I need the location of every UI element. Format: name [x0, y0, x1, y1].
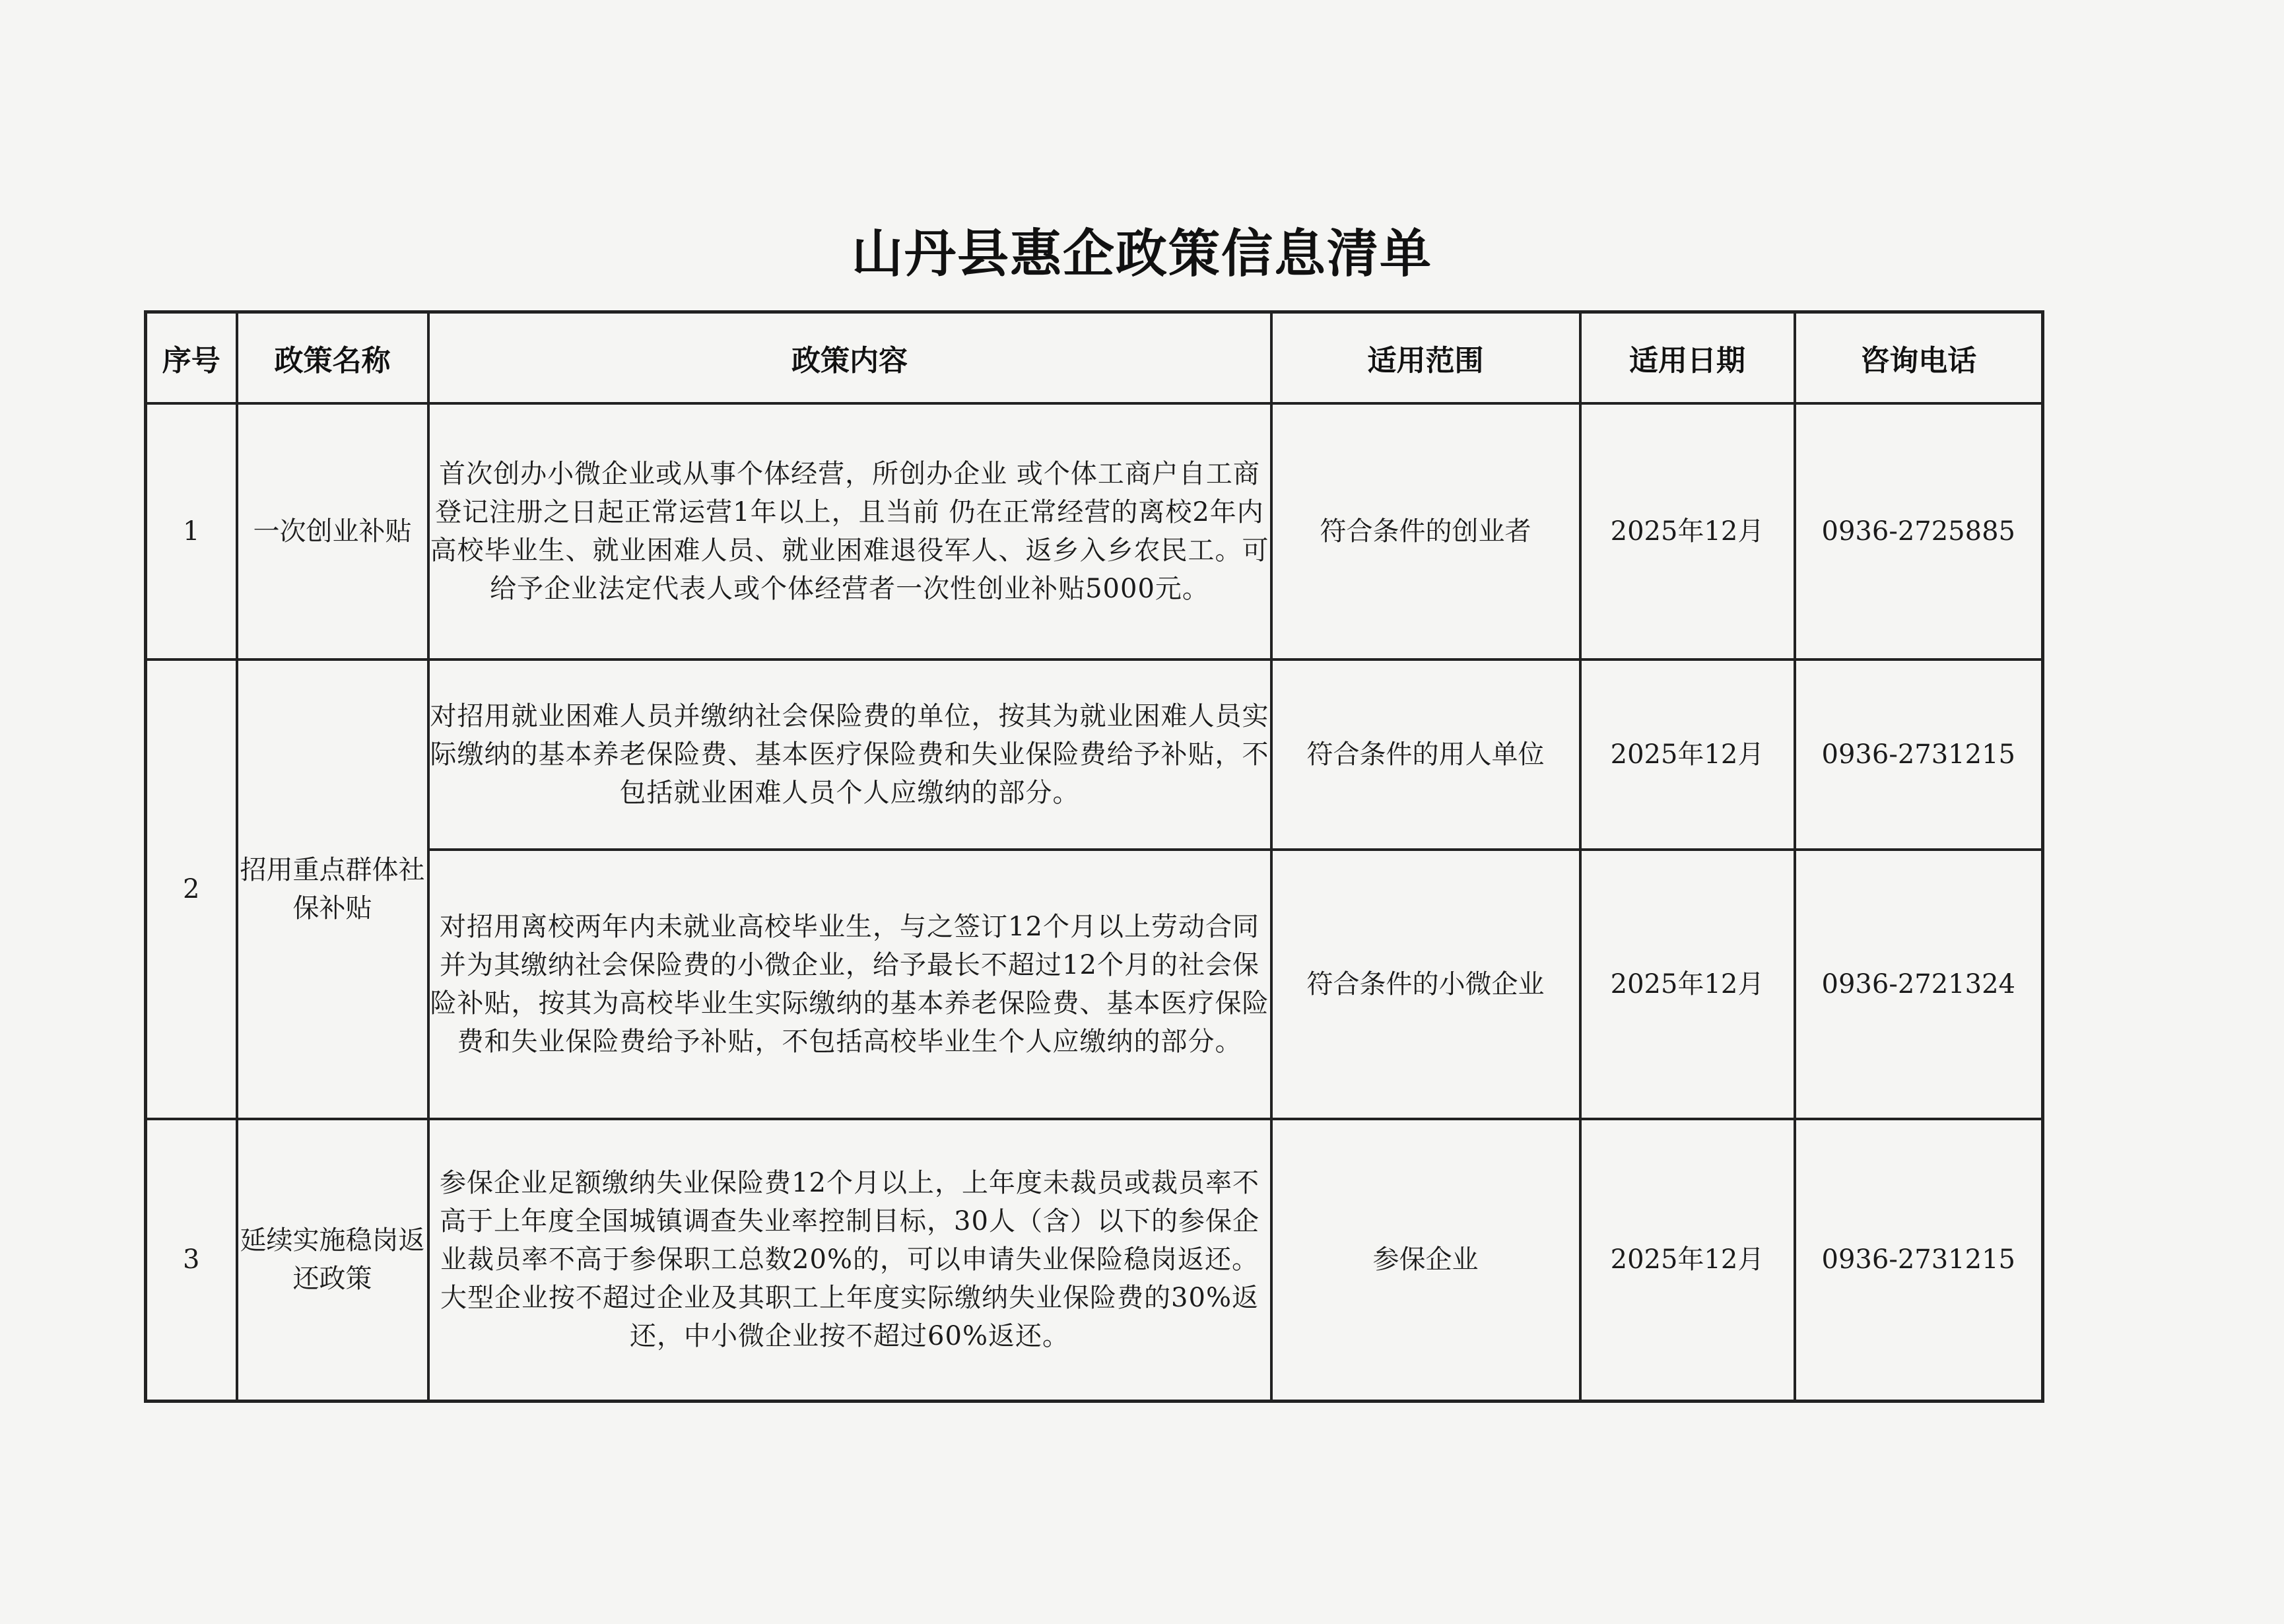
- row-date: 2025年12月: [1580, 660, 1795, 850]
- row-scope: 符合条件的小微企业: [1271, 850, 1580, 1119]
- row-policy-content: 参保企业足额缴纳失业保险费12个月以上，上年度未裁员或裁员率不高于上年度全国城镇调查失业率控制目标，30人（含）以下的参保企业裁员率不高于参保职工总数20%的，可以申请失业保险稳岗返还。大型企业按不超过企业及其职工上年度实际缴纳失业保险费的30%返还，中小微企业按不超过60%返还。: [428, 1119, 1271, 1402]
- row-phone: 0936-2731215: [1795, 1119, 2043, 1402]
- row-policy-name: 延续实施稳岗返还政策: [237, 1119, 428, 1402]
- row-scope: 符合条件的用人单位: [1271, 660, 1580, 850]
- row-policy-content: 对招用离校两年内未就业高校毕业生，与之签订12个月以上劳动合同并为其缴纳社会保险费的小微企业，给予最长不超过12个月的社会保险补贴，按其为高校毕业生实际缴纳的基本养老保险费、基本医疗保险费和失业保险费给予补贴，不包括高校毕业生个人应缴纳的部分。: [428, 850, 1271, 1119]
- header-name: 政策名称: [237, 312, 428, 403]
- page-title: 山丹县惠企政策信息清单: [851, 224, 1432, 284]
- header-seq: 序号: [146, 312, 237, 403]
- row-phone: 0936-2725885: [1795, 403, 2043, 660]
- row-phone: 0936-2731215: [1795, 660, 2043, 850]
- row-scope: 参保企业: [1271, 1119, 1580, 1402]
- header-phone: 咨询电话: [1795, 312, 2043, 403]
- table-row: [146, 660, 2043, 850]
- header-date: 适用日期: [1580, 312, 1795, 403]
- row-scope: 符合条件的创业者: [1271, 403, 1580, 660]
- row-phone: 0936-2721324: [1795, 850, 2043, 1119]
- table-row: [146, 403, 2043, 660]
- row-date: 2025年12月: [1580, 1119, 1795, 1402]
- row-policy-content: 对招用就业困难人员并缴纳社会保险费的单位，按其为就业困难人员实际缴纳的基本养老保险费、基本医疗保险费和失业保险费给予补贴，不包括就业困难人员个人应缴纳的部分。: [428, 660, 1271, 850]
- row-date: 2025年12月: [1580, 403, 1795, 660]
- row-seq: 1: [146, 403, 237, 660]
- policy-table: [144, 310, 2044, 1403]
- table-row: [146, 850, 2043, 1119]
- row-seq: 3: [146, 1119, 237, 1402]
- row-policy-name: 一次创业补贴: [237, 403, 428, 660]
- table-header-row: [146, 312, 2043, 403]
- header-scope: 适用范围: [1271, 312, 1580, 403]
- table-row: [146, 1119, 2043, 1402]
- row-date: 2025年12月: [1580, 850, 1795, 1119]
- row-seq: 2: [146, 660, 237, 1119]
- header-content: 政策内容: [428, 312, 1271, 403]
- row-policy-name: 招用重点群体社保补贴: [237, 660, 428, 1119]
- row-policy-content: 首次创办小微企业或从事个体经营，所创办企业 或个体工商户自工商登记注册之日起正常运营1年以上，且当前 仍在正常经营的离校2年内高校毕业生、就业困难人员、就业困难退役军人、返乡入乡农民工。可给予企业法定代表人或个体经营者一次性创业补贴5000元。: [428, 403, 1271, 660]
